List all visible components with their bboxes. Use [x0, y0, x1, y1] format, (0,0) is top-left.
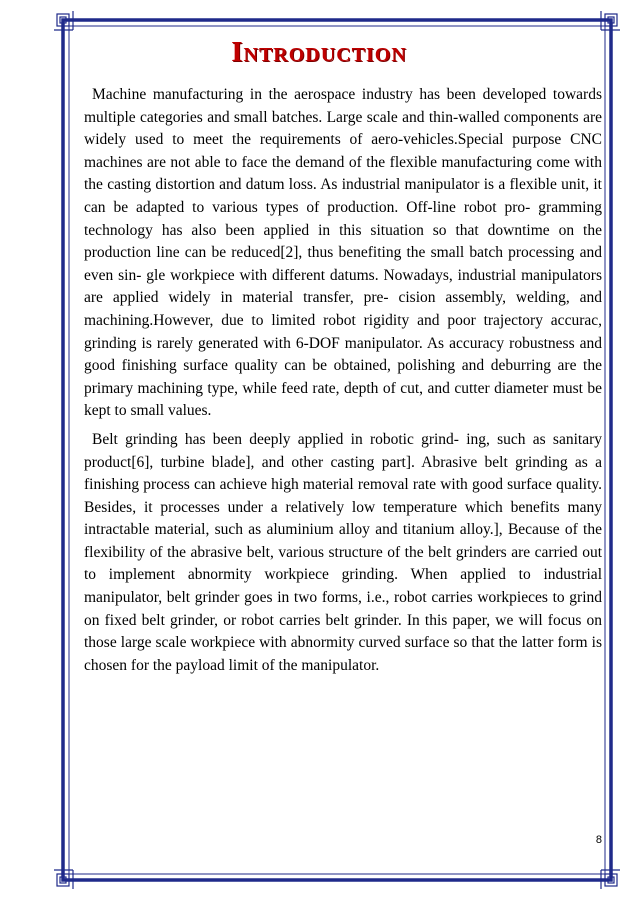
page-number: 8 [595, 834, 602, 846]
body-text [84, 84, 602, 683]
paragraph-1: Machine manufacturing in the aerospace industry has been developed towards multiple categories and small batches. Large scale and thin-walled components are widely used to meet the requirements of aero-vehicles.Special purpose CNC machines are not able to face the demand of the flexible manufacturing come with the casting distortion and datum loss. As industrial manipulator is a flexible unit, it can be adapted to various types of production. Off-line robot pro- gramming technology has also been applied in this situation so that downtime on the production line can be reduced[2], thus benefiting the small batch processing and even sin- gle workpiece with different datums. Nowadays, industrial manipulators are applied widely in material transfer, pre- cision assembly, welding, and machining.However, due to limited robot rigidity and poor trajectory accurac, grinding is rarely generated with 6-DOF manipulator. As accuracy robustness and good finishing surface quality can be obtained, polishing and deburring are the primary machining type, while feed rate, depth of cut, and cutter diameter must be kept to small values. [84, 86, 602, 420]
page-title: Introduction [231, 36, 407, 68]
paragraph-2: Belt grinding has been deeply applied in robotic grind- ing, such as sanitary product[6], turbine blade], and other casting part]. Abrasive belt grinding as a finishing process can achieve high material removal rate with good surface quality. Besides, it processes under a relatively low temperature which benefits many intractable material, such as aluminium alloy and titanium alloy.], Because of the flexibility of the abrasive belt, various structure of the belt grinders are carried out to implement abnormity workpiece grinding. When applied to industrial manipulator, belt grinder goes in two forms, i.e., robot carries workpieces to grind on fixed belt grinder, or robot carries belt grinder. In this paper, we will focus on those large scale workpiece with abnormity curved surface so that the latter form is chosen for the payload limit of the manipulator. [84, 430, 602, 674]
